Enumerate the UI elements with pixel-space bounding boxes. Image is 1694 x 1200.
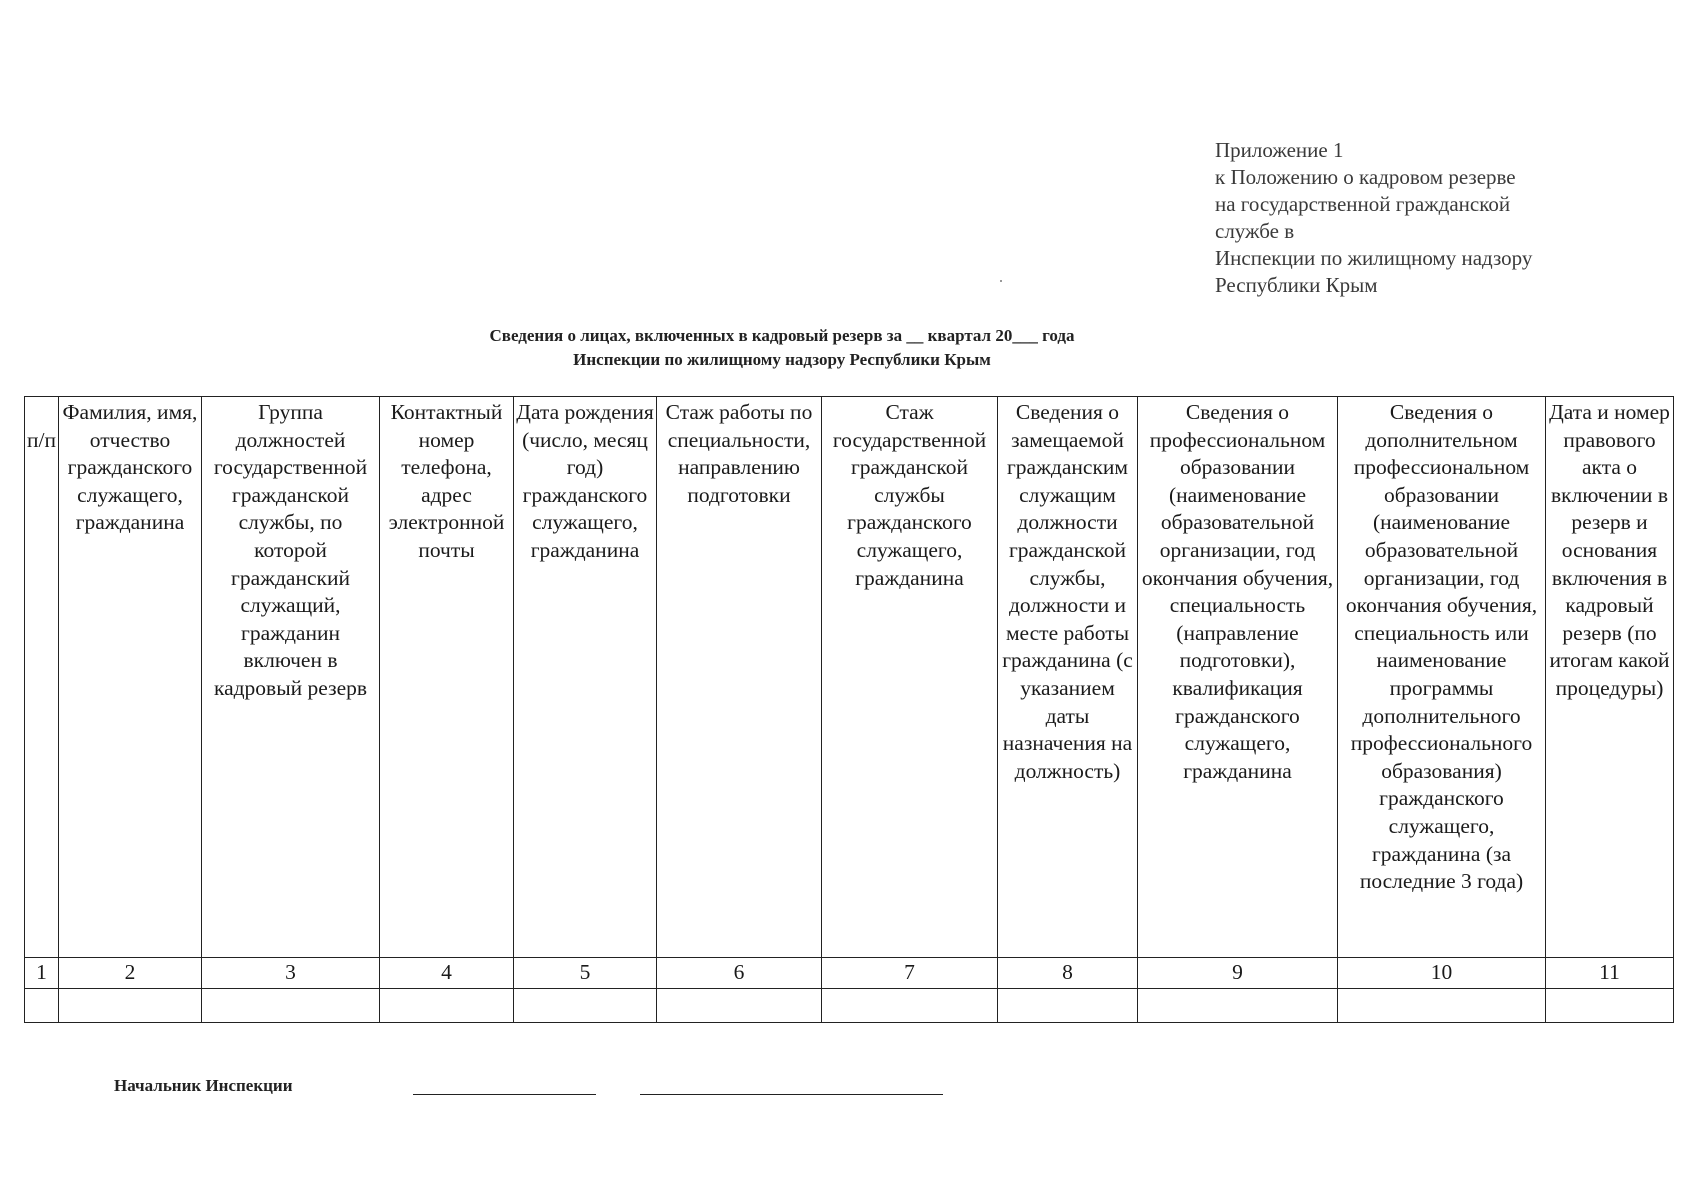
col-number: 2 xyxy=(59,958,202,989)
col-header-11: Дата и номер правового акта о включении в резерв и основания включения в кадровый резерв (по итогам какой процедуры) xyxy=(1546,397,1674,958)
scan-speck xyxy=(1000,280,1002,282)
col-header-6: Стаж работы по специальности, направлению подготовки xyxy=(657,397,822,958)
empty-cell xyxy=(202,989,380,1023)
annex-line: Приложение 1 xyxy=(1215,138,1344,162)
annex-block xyxy=(1215,137,1532,299)
empty-cell xyxy=(657,989,822,1023)
empty-cell xyxy=(1546,989,1674,1023)
col-number: 8 xyxy=(998,958,1138,989)
name-line xyxy=(640,1094,943,1095)
col-header-4: Контактный номер телефона, адрес электронной почты xyxy=(380,397,514,958)
annex-line: к Положению о кадровом резерве xyxy=(1215,165,1516,189)
annex-line: Республики Крым xyxy=(1215,273,1378,297)
col-number: 7 xyxy=(822,958,998,989)
col-number: 5 xyxy=(514,958,657,989)
column-number-row xyxy=(25,958,1674,989)
annex-line: на государственной гражданской xyxy=(1215,192,1511,216)
header-row xyxy=(25,397,1674,958)
empty-cell xyxy=(514,989,657,1023)
empty-cell xyxy=(1338,989,1546,1023)
empty-cell xyxy=(25,989,59,1023)
empty-cell xyxy=(59,989,202,1023)
signature-line xyxy=(413,1094,596,1095)
col-header-9: Сведения о профессиональном образовании (наименование образовательной организации, год окончания обучения, специальность (направление подготовки), квалификация гражданского служащего, гражданина xyxy=(1138,397,1338,958)
empty-cell xyxy=(822,989,998,1023)
col-header-5: Дата рождения (число, месяц год) гражданского служащего, гражданина xyxy=(514,397,657,958)
empty-data-row xyxy=(25,989,1674,1023)
annex-line: Инспекции по жилищному надзору xyxy=(1215,246,1533,270)
col-number: 4 xyxy=(380,958,514,989)
col-header-1: п/п xyxy=(25,397,59,958)
col-header-3: Группа должностей государственной гражданской службы, по которой гражданский служащий, гражданин включен в кадровый резерв xyxy=(202,397,380,958)
annex-line: службе в xyxy=(1215,219,1295,243)
col-number: 3 xyxy=(202,958,380,989)
title-line-1: Сведения о лицах, включенных в кадровый резерв за __ квартал 20___ года xyxy=(489,326,1075,345)
col-number: 10 xyxy=(1338,958,1546,989)
title-line-2: Инспекции по жилищному надзору Республики Крым xyxy=(573,350,991,369)
empty-cell xyxy=(998,989,1138,1023)
col-header-2: Фамилия, имя, отчество гражданского служащего, гражданина xyxy=(59,397,202,958)
col-header-8: Сведения о замещаемой гражданским служащим должности гражданской службы, должности и месте работы гражданина (с указанием даты назначения на должность) xyxy=(998,397,1138,958)
document-title xyxy=(0,324,1694,372)
col-number: 1 xyxy=(25,958,59,989)
reserve-table xyxy=(24,396,1674,1023)
col-number: 11 xyxy=(1546,958,1674,989)
signature-label: Начальник Инспекции xyxy=(114,1076,293,1095)
empty-cell xyxy=(380,989,514,1023)
col-number: 9 xyxy=(1138,958,1338,989)
col-number: 6 xyxy=(657,958,822,989)
empty-cell xyxy=(1138,989,1338,1023)
col-header-10: Сведения о дополнительном профессиональном образовании (наименование образовательной организации, год окончания обучения, специальность или наименование программы дополнительного профессионального образования) гражданского служащего, гражданина (за последние 3 года) xyxy=(1338,397,1546,958)
col-header-7: Стаж государственной гражданской службы гражданского служащего, гражданина xyxy=(822,397,998,958)
